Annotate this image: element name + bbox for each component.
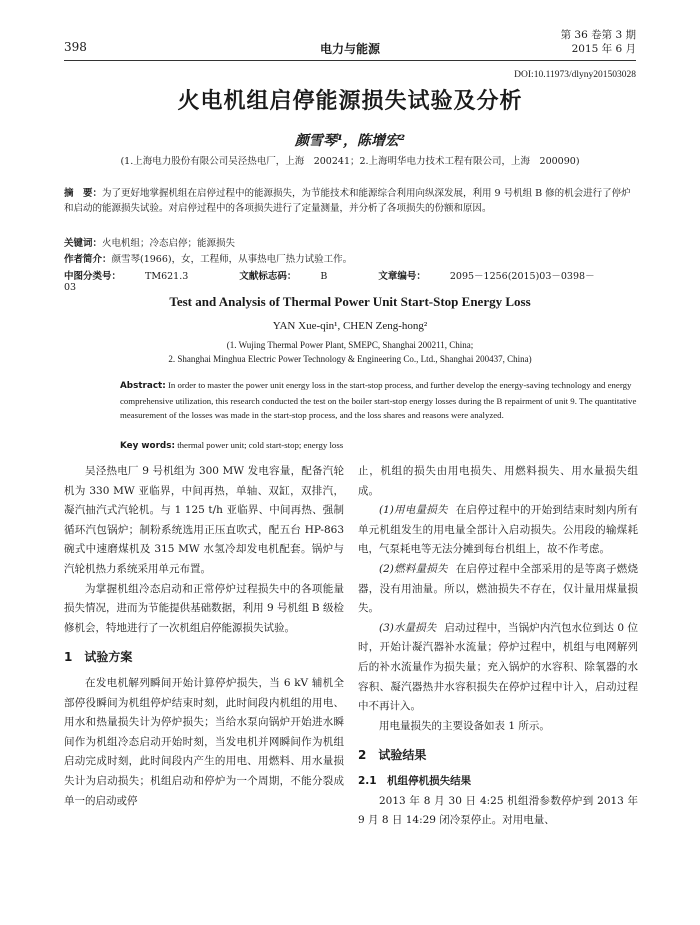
issue-info: [561, 28, 636, 56]
clc-label: 中图分类号：: [64, 271, 122, 282]
keywords-cn-text: 火电机组；冷态启停；能源损失: [102, 238, 236, 249]
item-electricity-term: (1)用电量损失: [379, 504, 448, 517]
intro-paragraph-2: 为掌握机组冷态启动和正常停炉过程损失中的各项能量损失情况，进而为节能提供基础数据，利用 9 号机组 B 级检修机会，特地进行了一次机组启停能源损失试验。: [64, 582, 344, 634]
author-bio: [64, 252, 636, 267]
keywords-en-label: Key words:: [120, 441, 175, 451]
doc-code-field: [239, 271, 351, 282]
section-1-heading: 1 试验方案: [64, 650, 133, 665]
author-bio-label: 作者简介：: [64, 254, 112, 265]
clc-field: [64, 271, 212, 282]
doi: DOI:10.11973/dlyny201503028: [514, 70, 636, 80]
item-electricity-text: 在启停过程中的开始到结束时刻内所有单元机组发生的用电量全部计入启动损失。公用段的输煤耗电，气泵耗电等无法分摊到每台机组上，故不作考虑。: [358, 504, 639, 556]
header-divider: [64, 60, 636, 61]
doc-code-label: 文献标志码：: [239, 271, 297, 282]
abstract-cn-text: 为了更好地掌握机组在启停过程中的能源损失，为节能技术和能源综合利用向纵深发展，利用 9 号机组 B 修的机会进行了停炉和启动的能源损失试验。对启停过程中的各项损失进行了定量测量，并分析了各项损失的份额和原因。: [64, 188, 631, 214]
equipment-paragraph: 用电量损失的主要设备如表 1 所示。: [379, 719, 550, 732]
item-fuel-loss: [358, 560, 638, 619]
doc-code-value: B: [320, 271, 328, 282]
issue-volume: 第 36 卷第 3 期: [560, 29, 636, 41]
section-1-paragraph-cont: 止，机组的损失由用电损失、用燃料损失、用水量损失组成。: [358, 465, 638, 497]
affiliation-en-2: 2. Shanghai Minghua Electric Power Technology & Engineering Co., Ltd., Shanghai 200437, China): [168, 354, 532, 364]
section-1-paragraph: 在发电机解列瞬间开始计算停炉损失，当 6 kV 辅机全部停役瞬间为机组停炉结束时刻，此时间段内机组的用电、用水和热量损失计为停炉损失；当给水泵向锅炉开始进水瞬间作为机组冷态启动开始时刻，当发电机并网瞬间作为机组启动完成时刻，此时间段内产生的用电、用燃料、用水量损失计为启动损失；机组启动和停炉为一个周期，不能分裂成单一的启动或停: [64, 676, 344, 807]
article-title-en: Test and Analysis of Thermal Power Unit Start-Stop Energy Loss: [169, 294, 531, 309]
authors-en: YAN Xue-qin¹, CHEN Zeng-hong²: [272, 320, 428, 332]
keywords-en: [120, 438, 640, 454]
clc-value: TM621.3: [145, 271, 189, 282]
item-electricity-loss: [358, 501, 638, 560]
abstract-cn: [64, 186, 636, 216]
keywords-cn: [64, 236, 636, 251]
item-fuel-text: 在启停过程中全部采用的是等离子燃烧器，没有用油量。所以，燃油损失不存在，仅计量用煤量损失。: [358, 562, 639, 615]
abstract-en-text: In order to master the power unit energy loss in the start-stop process, and further develop the energy-saving technology and energy comprehensive utilization, this research conducted the test on the boiler start-stop energy losses during the B repairment of unit 9. The quantitative measurement of the losses was made in the start-stop process, and the loss shares and reasons were analyzed.: [120, 380, 637, 420]
article-title-cn: 火电机组启停能源损失试验及分析: [177, 89, 523, 114]
keywords-cn-label: 关键词：: [64, 238, 103, 249]
authors-cn: 颜雪琴¹，陈增宏²: [294, 133, 406, 149]
article-no-label: 文章编号：: [378, 271, 426, 282]
issue-date: 2015 年 6 月: [571, 43, 636, 55]
body-column-right: [358, 462, 638, 831]
classification-row: [64, 268, 636, 293]
item-water-loss: [358, 619, 638, 717]
author-bio-text: 颜雪琴(1966)，女，工程师，从事热电厂热力试验工作。: [111, 254, 353, 265]
abstract-en-label: Abstract:: [120, 381, 166, 391]
section-2-1-paragraph: 2013 年 8 月 30 日 4:25 机组滑参数停炉到 2013 年 9 月 8 日 14:29 闭冷泵停止。对用电量、: [358, 794, 638, 827]
body-column-left: [64, 462, 344, 811]
keywords-en-text: thermal power unit; cold start-stop; energy loss: [177, 440, 344, 450]
abstract-cn-label: 摘 要：: [64, 188, 103, 199]
item-water-text: 启动过程中，当锅炉内汽包水位到达 0 位时，开始计凝汽器补水流量；停炉过程中，机组与电网解列后的补水流量作为损失量；充入锅炉的水容积、除氧器的水容积、凝汽器热井水容积损失在停炉过程中计入，启动过程中不再计入。: [358, 621, 639, 713]
item-fuel-term: (2)燃料量损失: [379, 562, 448, 575]
article-no-value: 2095－1256(2015)03－0398－03: [64, 271, 595, 293]
section-2-1-heading: 2.1 机组停机损失结果: [358, 774, 472, 787]
affiliation-cn: (1.上海电力股份有限公司吴泾热电厂，上海 200241；2.上海明华电力技术工程有限公司，上海 200090): [120, 156, 580, 167]
journal-name: 电力与能源: [319, 42, 380, 56]
abstract-en: [120, 378, 640, 423]
page-number: 398: [64, 40, 87, 54]
item-water-term: (3)水量损失: [379, 621, 437, 634]
affiliation-en-1: (1. Wujing Thermal Power Plant, SMEPC, Shanghai 200211, China;: [226, 340, 474, 350]
section-2-heading: 2 试验结果: [358, 748, 427, 763]
intro-paragraph-1: 吴泾热电厂 9 号机组为 300 MW 发电容量，配备汽轮机为 330 MW 亚临界，中间再热，单轴、双缸，双排汽，凝汽抽汽式汽轮机。与 1 125 t/h 亚临界、中间再热、强制循环汽包锅炉；制粉系统选用正压直吹式，配五台 HP-863 碗式中速磨煤机及 315 MW 水氢冷却发电机配套。锅炉与汽轮机热力系统采用单元布置。: [64, 465, 344, 575]
